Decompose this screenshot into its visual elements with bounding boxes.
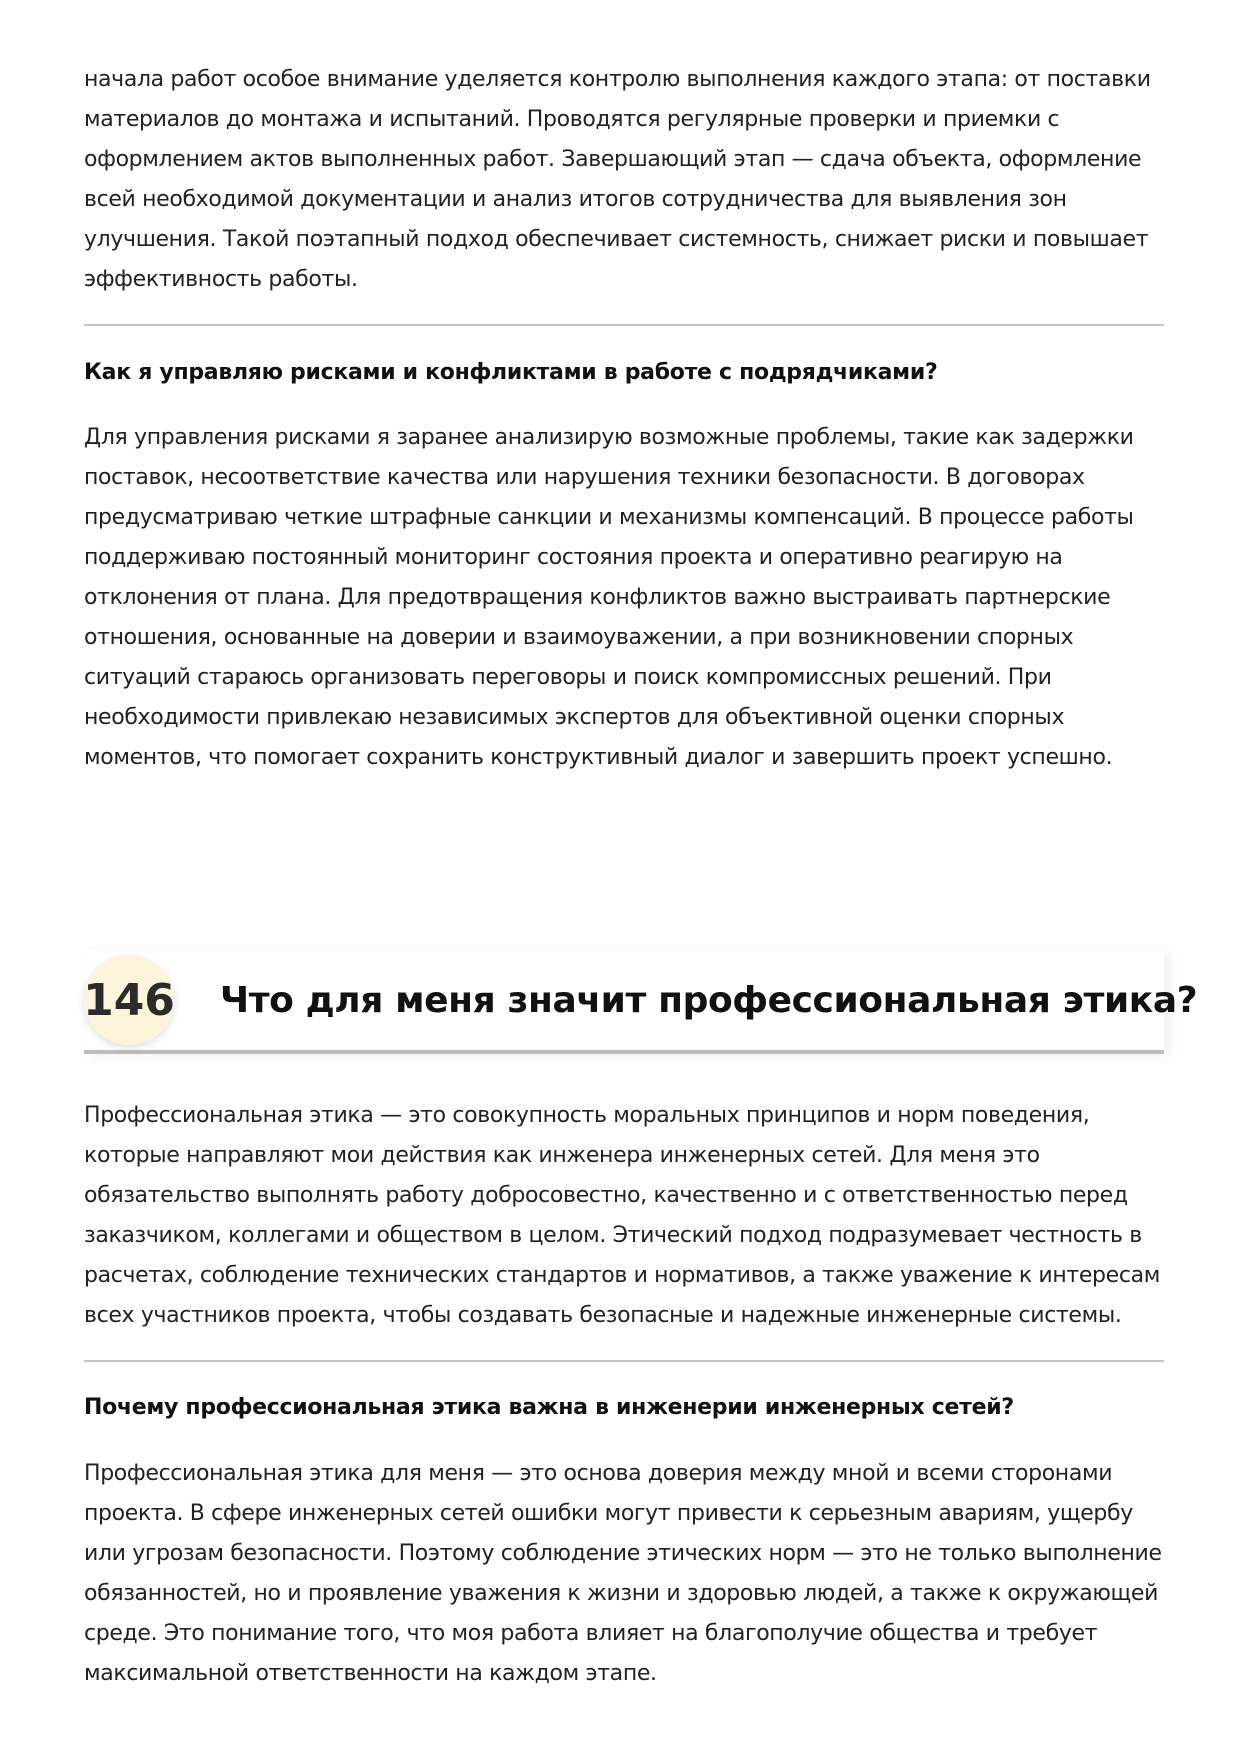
section-header <box>83 950 1198 1054</box>
section-intro-paragraph: Профессиональная этика — это совокупность моральных принципов и норм поведения, которые направляют мои действия как инженера инженерных сетей. Для меня это обязательство выполнять работу добросовестно, качественно и с ответственностью перед заказчиком, коллегами и обществом в целом. Этический подход подразумевает честность в расчетах, соблюдение технических стандартов и нормативов, а также уважение к интересам всех участников проекта, чтобы создавать безопасные и надежные инженерные системы. <box>84 1103 1160 1328</box>
divider <box>84 1360 1164 1362</box>
risk-question-title: Как я управляю рисками и конфликтами в работе с подрядчиками? <box>84 360 938 385</box>
ethics-answer-paragraph: Профессиональная этика для меня — это основа доверия между мной и всеми сторонами проекта. В сфере инженерных сетей ошибки могут привести к серьезным авариям, ущербу или угрозам безопасности. Поэтому соблюдение этических норм — это не только выполнение обязанностей, но и проявление уважения к жизни и здоровью людей, а также к окружающей среде. Это понимание того, что моя работа влияет на благополучие общества и требует максимальной ответственности на каждом этапе. <box>84 1461 1162 1686</box>
ethics-question-title: Почему профессиональная этика важна в инженерии инженерных сетей? <box>84 1395 1014 1420</box>
top-paragraph: начала работ особое внимание уделяется контролю выполнения каждого этапа: от поставки материалов до монтажа и испытаний. Проводятся регулярные проверки и приемки с оформлением актов выполненных работ. Завершающий этап — сдача объекта, оформление всей необходимой документации и анализ итогов сотрудничества для выявления зон улучшения. Такой поэтапный подход обеспечивает системность, снижает риски и повышает эффективность работы. <box>84 67 1151 292</box>
section-title: Что для меня значит профессиональная этика? <box>220 979 1198 1021</box>
divider <box>84 324 1164 326</box>
risk-answer-paragraph: Для управления рисками я заранее анализирую возможные проблемы, такие как задержки поставок, несоответствие качества или нарушения техники безопасности. В договорах предусматриваю четкие штрафные санкции и механизмы компенсаций. В процессе работы поддерживаю постоянный мониторинг состояния проекта и оперативно реагирую на отклонения от плана. Для предотвращения конфликтов важно выстраивать партнерские отношения, основанные на доверии и взаимоуважении, а при возникновении спорных ситуаций стараюсь организовать переговоры и поиск компромиссных решений. При необходимости привлекаю независимых экспертов для объективной оценки спорных моментов, что помогает сохранить конструктивный диалог и завершить проект успешно. <box>84 425 1134 770</box>
section-number-badge: 146 <box>84 955 174 1045</box>
